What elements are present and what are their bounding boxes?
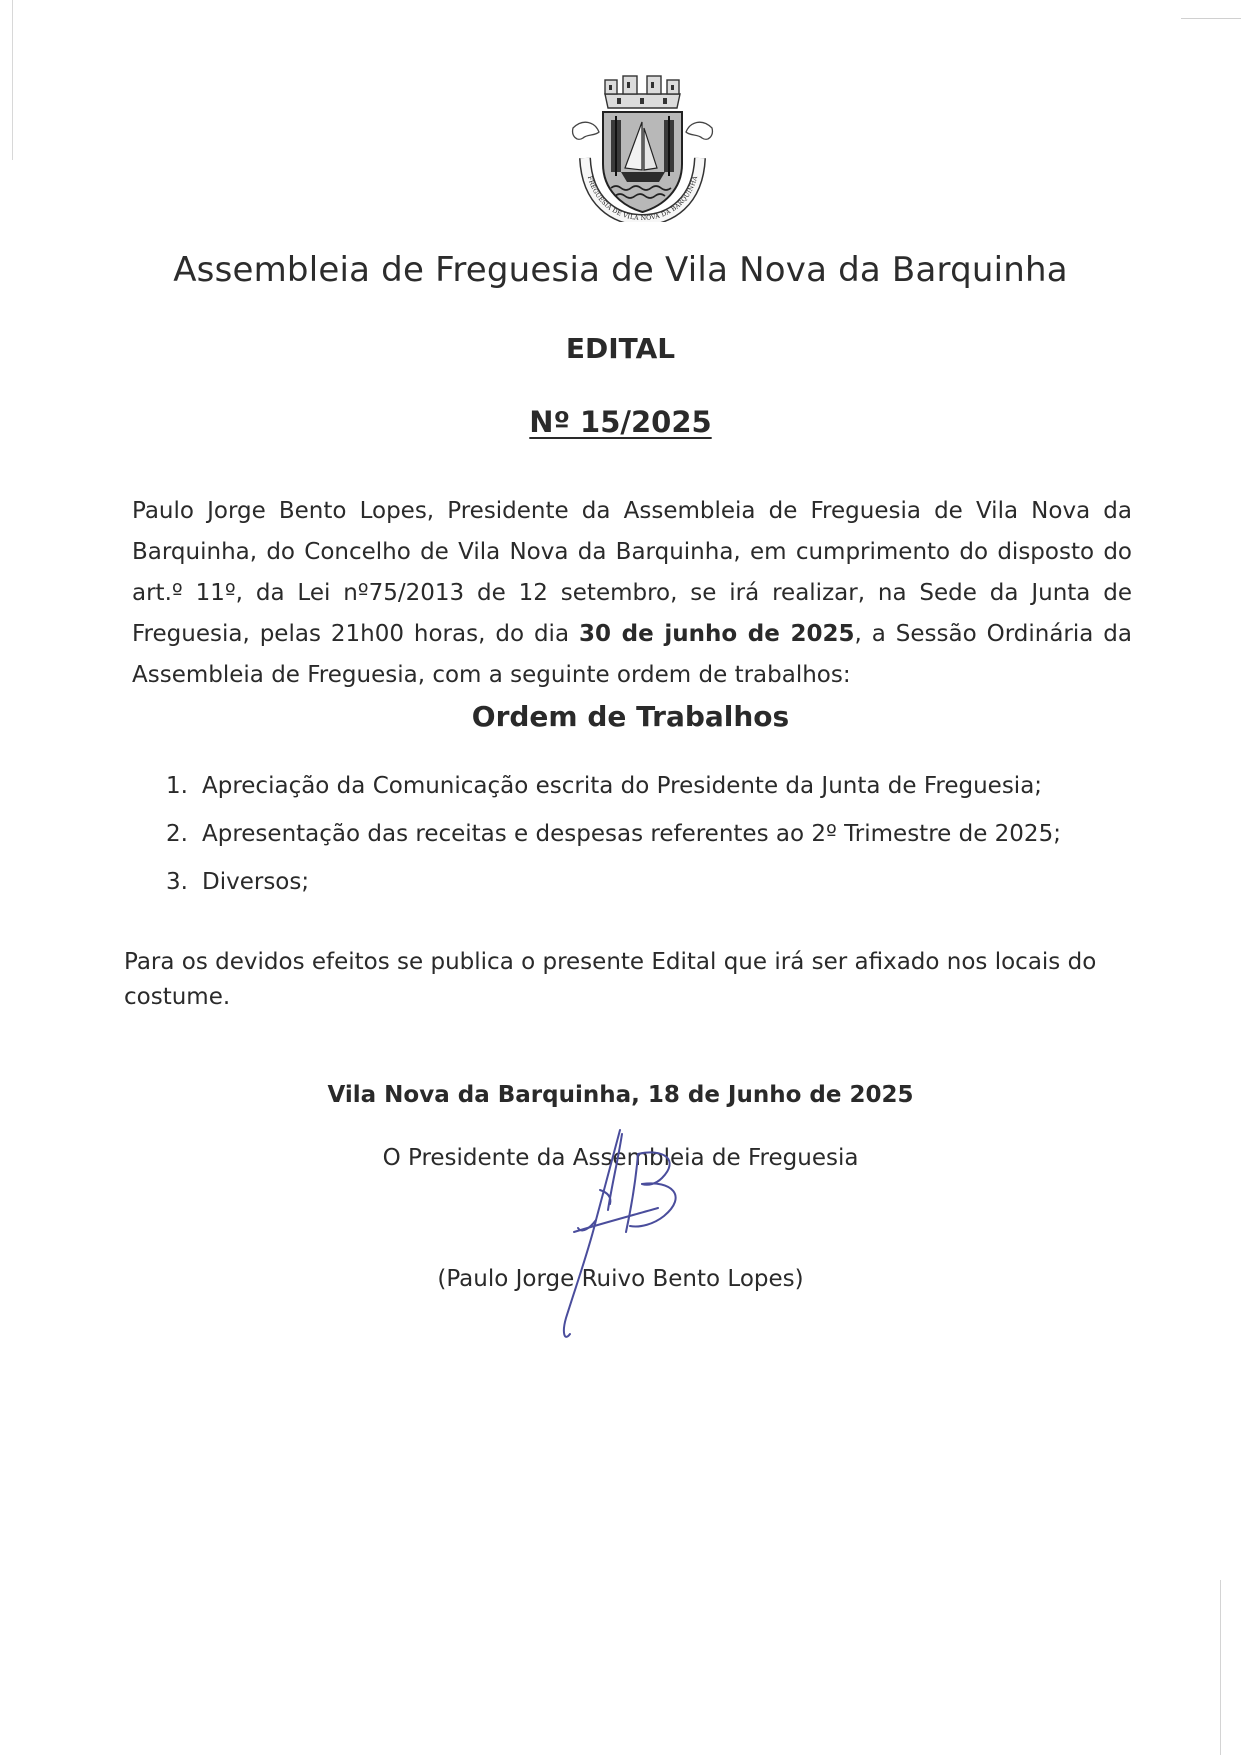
agenda-item-text: Apresentação das receitas e despesas referentes ao 2º Trimestre de 2025; bbox=[202, 821, 1061, 847]
agenda-heading: Ordem de Trabalhos bbox=[471, 700, 790, 733]
signatory-role: O Presidente da Assembleia de Freguesia bbox=[382, 1145, 859, 1171]
scan-edge-right bbox=[1220, 1580, 1221, 1755]
assembly-title: Assembleia de Freguesia de Vila Nova da Barquinha bbox=[173, 250, 1068, 290]
agenda-item-text: Diversos; bbox=[202, 869, 310, 895]
agenda-item-number: 3. bbox=[166, 869, 188, 895]
edital-number bbox=[0, 405, 1241, 439]
agenda-item bbox=[166, 810, 1146, 858]
session-date: 30 de junho de 2025 bbox=[578, 621, 855, 647]
closing-paragraph: Para os devidos efeitos se publica o presente Edital que irá ser afixado nos locais do costume. bbox=[124, 949, 1097, 1010]
intro-text-after: , a Sessão Ordinária da Assembleia de Freguesia, com a seguinte ordem de trabalhos: bbox=[132, 621, 1132, 688]
scan-edge-left bbox=[12, 0, 13, 160]
agenda-item-number: 1. bbox=[166, 773, 188, 799]
coat-of-arms-icon bbox=[565, 72, 720, 222]
agenda-item bbox=[166, 858, 1146, 906]
intro-paragraph bbox=[132, 491, 1132, 696]
edital-number-text: Nº 15/2025 bbox=[529, 405, 712, 439]
place-date: Vila Nova da Barquinha, 18 de Junho de 2025 bbox=[327, 1082, 914, 1108]
agenda-item bbox=[166, 762, 1146, 810]
agenda-list bbox=[166, 762, 1146, 906]
agenda-item-text: Apreciação da Comunicação escrita do Presidente da Junta de Freguesia; bbox=[202, 773, 1043, 799]
intro-text-before: Paulo Jorge Bento Lopes, Presidente da Assembleia de Freguesia de Vila Nova da Barquinha, do Concelho de Vila Nova da Barquinha, em cumprimento do disposto do art.º 11º, da Lei nº75/2013 de 12 setembro, se irá realizar, na Sede da Junta de Freguesia, pelas 21h00 horas, do dia bbox=[132, 498, 1132, 647]
svg-text:FREGUESIA DE VILA NOVA DA BARQ: FREGUESIA DE VILA NOVA DA BARQUINHA bbox=[585, 175, 700, 222]
document-type: EDITAL bbox=[565, 332, 676, 365]
scan-mark-top bbox=[1181, 18, 1241, 19]
signatory-name: (Paulo Jorge Ruivo Bento Lopes) bbox=[437, 1266, 804, 1292]
agenda-item-number: 2. bbox=[166, 821, 188, 847]
